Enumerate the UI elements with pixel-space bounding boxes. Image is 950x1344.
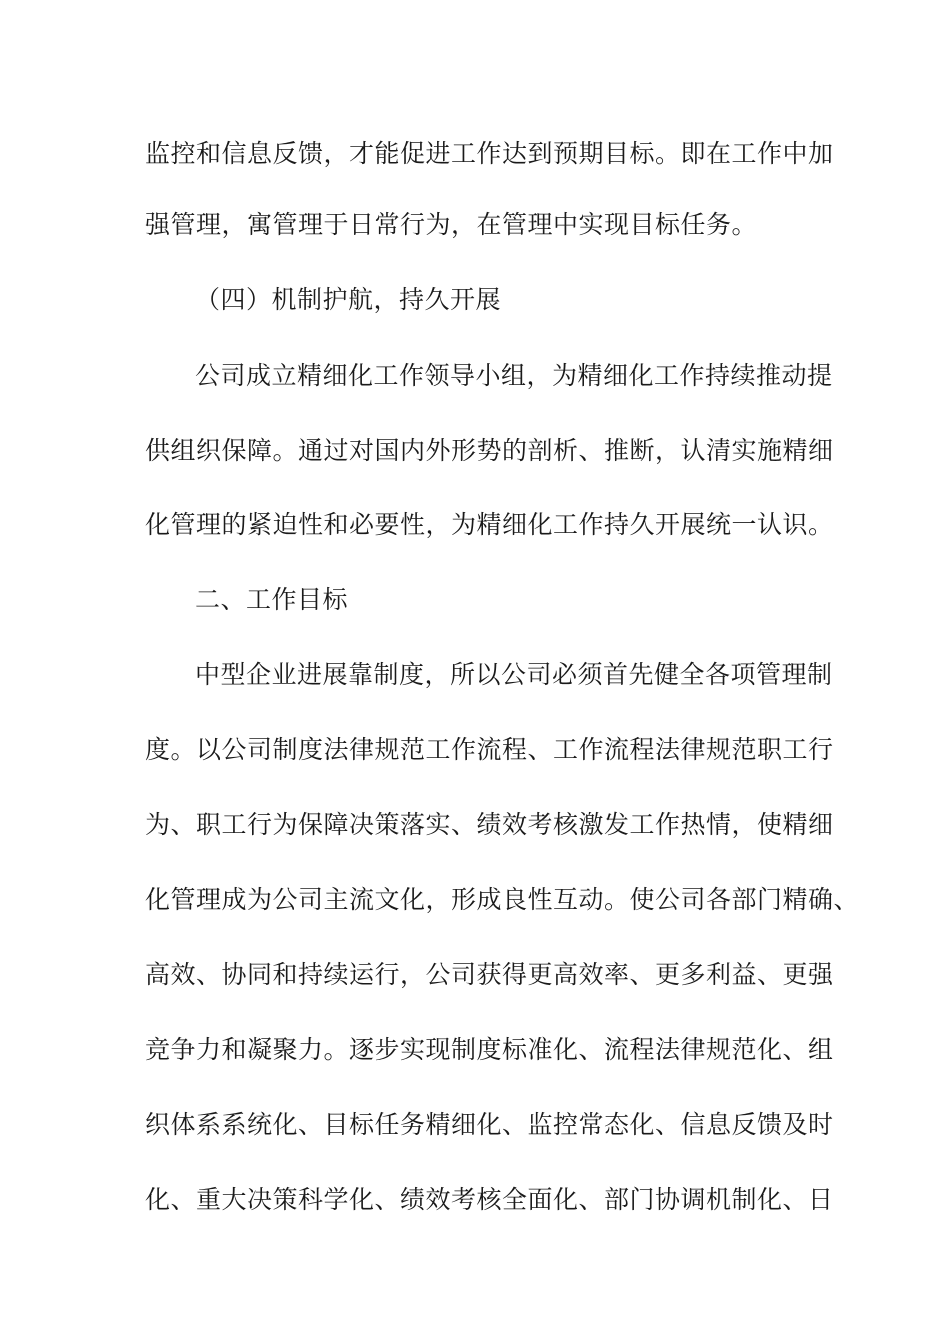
text-line: 化管理成为公司主流文化，形成良性互动。使公司各部门精确、	[145, 885, 860, 914]
section-heading: 二、工作目标	[195, 585, 349, 614]
text-line: 化、重大决策科学化、绩效考核全面化、部门协调机制化、日	[145, 1185, 834, 1214]
text-line: 监控和信息反馈，才能促进工作达到预期目标。即在工作中加	[145, 139, 834, 168]
section-heading: （四）机制护航，持久开展	[195, 285, 502, 314]
paragraph-start-line: 公司成立精细化工作领导小组，为精细化工作持续推动提	[195, 361, 833, 390]
text-line: 化管理的紧迫性和必要性，为精细化工作持久开展统一认识。	[145, 510, 834, 539]
text-line: 织体系系统化、目标任务精细化、监控常态化、信息反馈及时	[145, 1110, 834, 1139]
text-line: 竞争力和凝聚力。逐步实现制度标准化、流程法律规范化、组	[145, 1035, 834, 1064]
text-line: 强管理，寓管理于日常行为，在管理中实现目标任务。	[145, 210, 758, 239]
text-line: 为、职工行为保障决策落实、绩效考核激发工作热情，使精细	[145, 810, 834, 839]
text-line: 供组织保障。通过对国内外形势的剖析、推断，认清实施精细	[145, 436, 834, 465]
text-line: 高效、协同和持续运行，公司获得更高效率、更多利益、更强	[145, 960, 834, 989]
text-line: 度。以公司制度法律规范工作流程、工作流程法律规范职工行	[145, 735, 834, 764]
paragraph-start-line: 中型企业进展靠制度，所以公司必须首先健全各项管理制	[195, 660, 833, 689]
